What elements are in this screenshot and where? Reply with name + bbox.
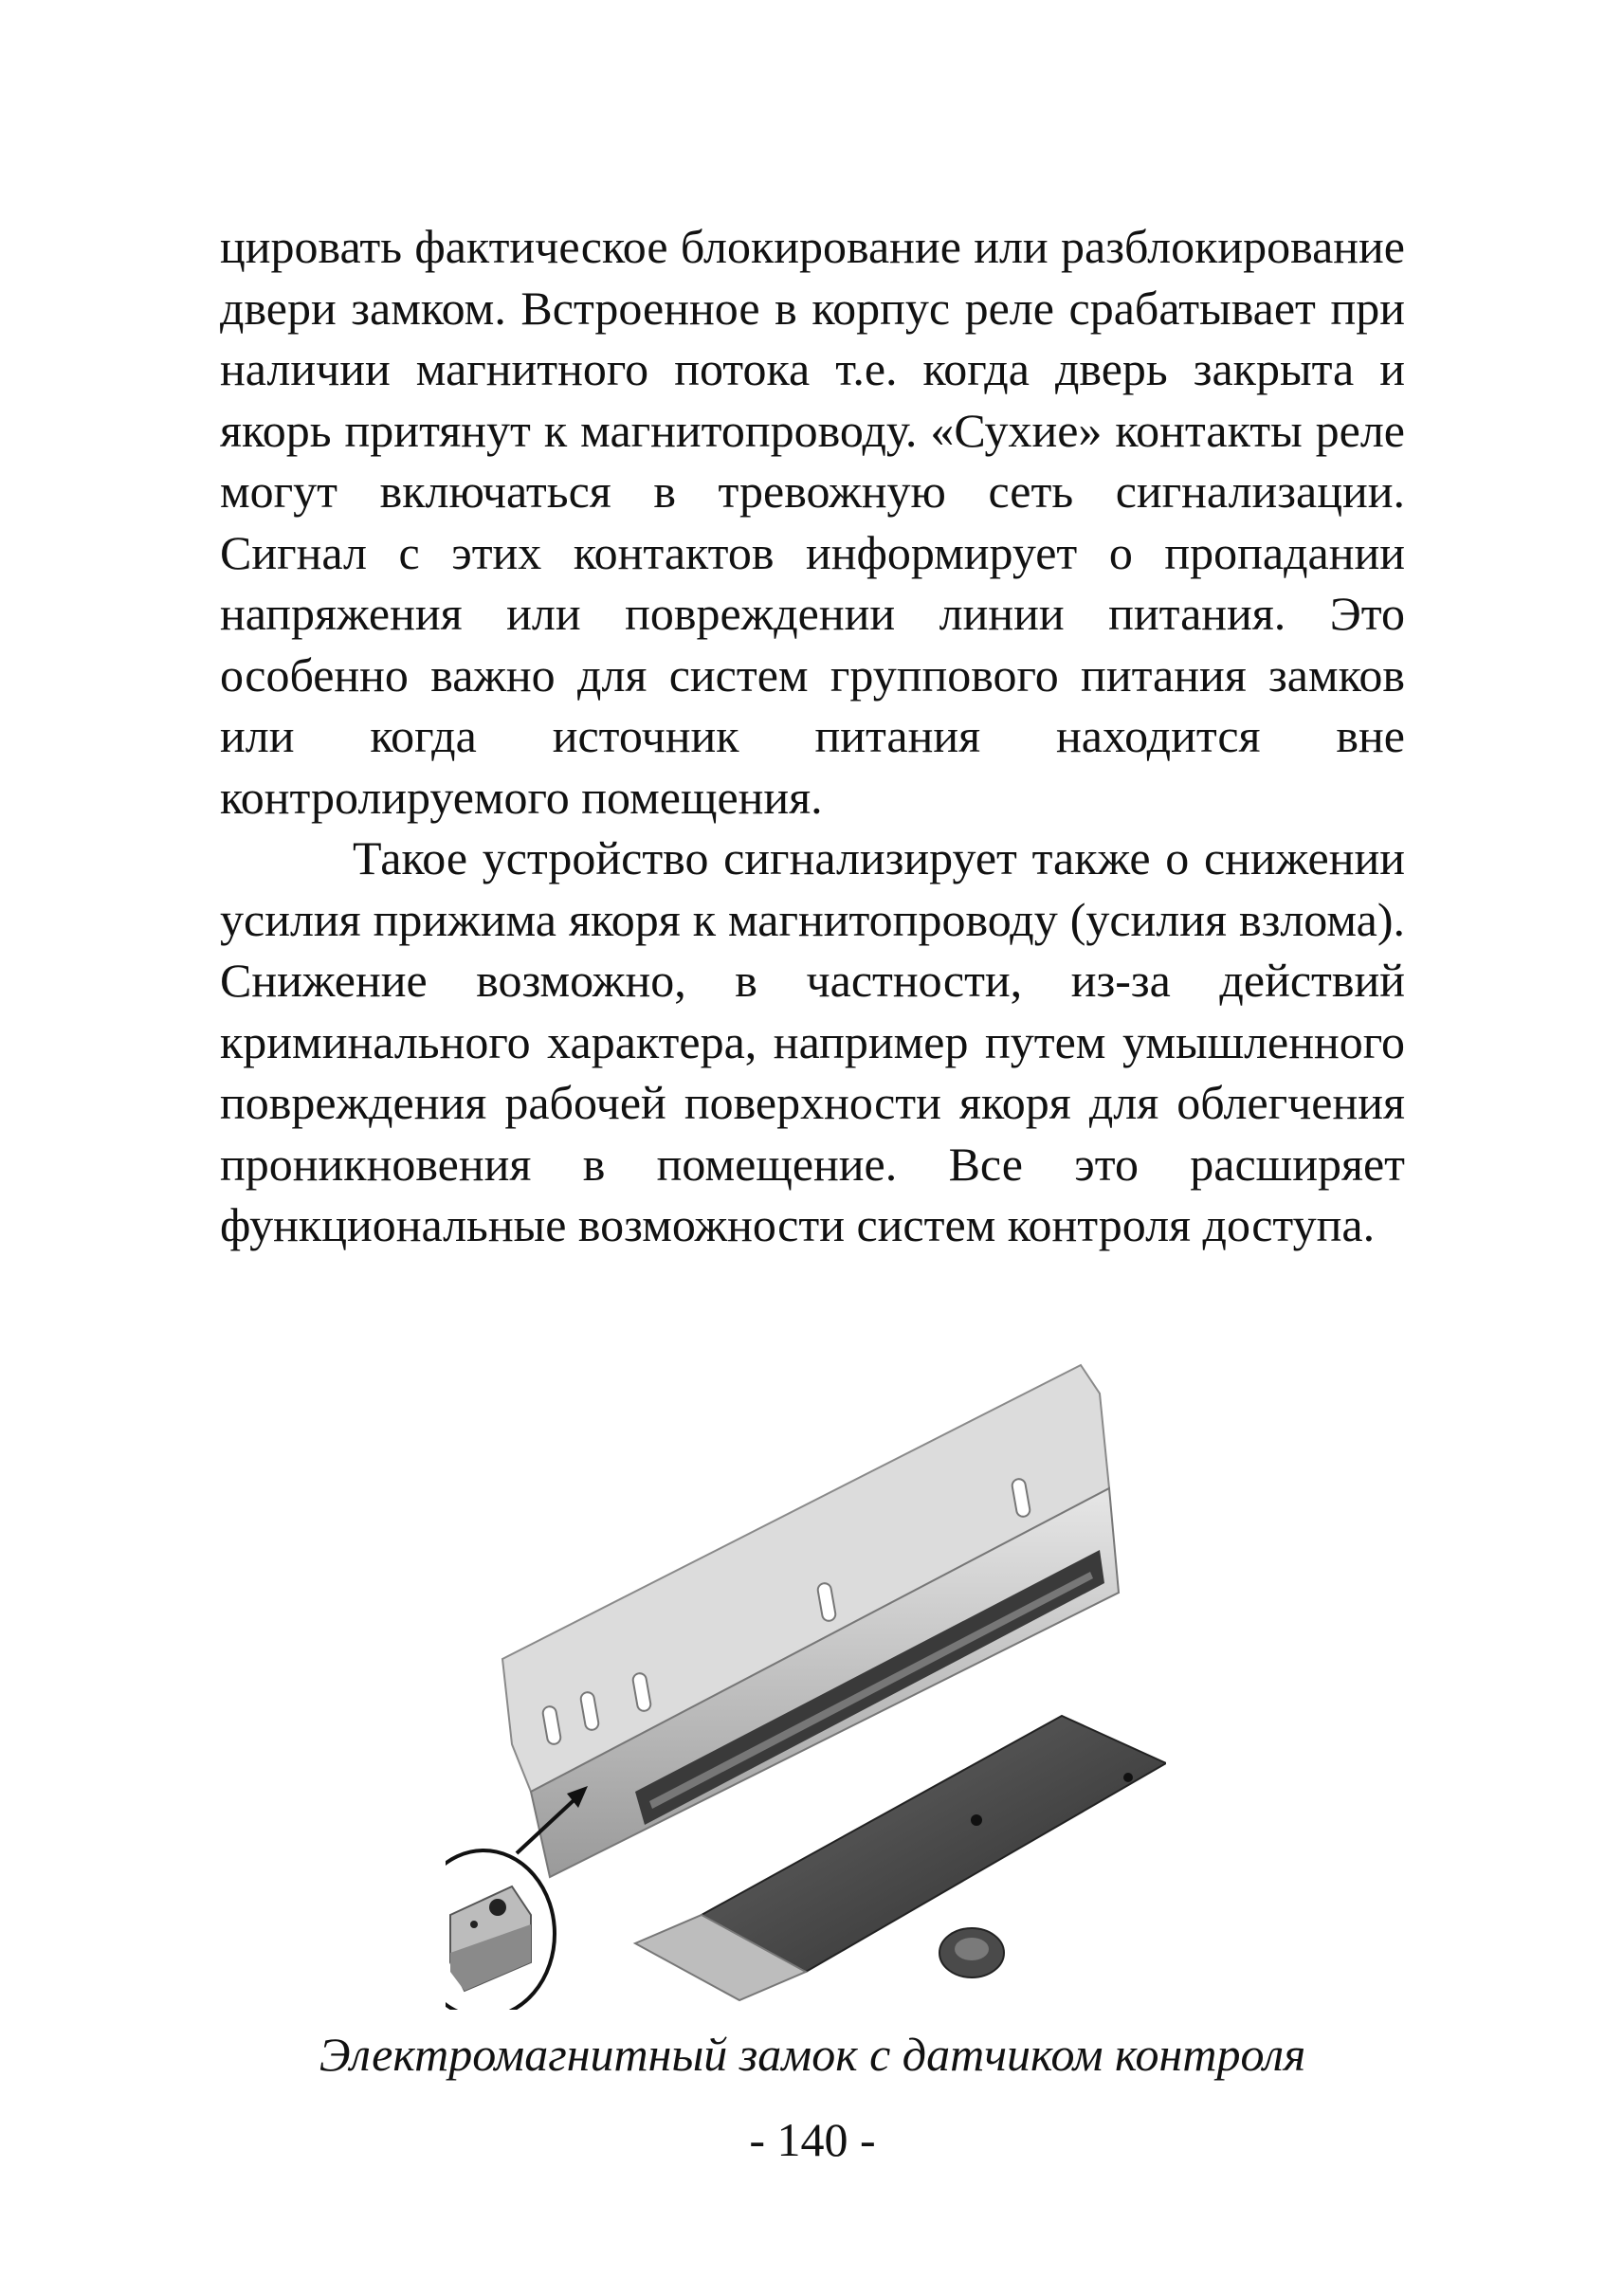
lock-photo [446, 1346, 1166, 2010]
paragraph-2: Такое устройство сигнализирует также о снижении усилия прижима якоря к магнитопроводу (усилия взлома). Снижение возможно, в частности, из-за действий криминального характера, например путем умышленного повреждения рабочей поверхности якоря для облегчения проникновения в помещение. Все это расширяет функциональные возможности систем контроля доступа. [220, 831, 1405, 1251]
paragraph-1: цировать фактическое блокирование или разблокирование двери замком. Встроенное в корпус реле срабатывает при наличии магнитного потока т.е. когда дверь закрыта и якорь притянут к магнитопроводу. «Сухие» контакты реле могут включаться в тревожную сеть сигнализации. Сигнал с этих контактов информирует о пропадании напряжения или повреждении линии питания. Это особенно важно для систем группового питания замков или когда источник питания находится вне контролируемого помещения. [220, 220, 1405, 824]
electromagnetic-lock-illustration [446, 1346, 1166, 2010]
figure-caption: Электромагнитный замок с датчиком контроля [319, 2028, 1306, 2081]
body-text [220, 216, 1405, 1256]
page-number: - 140 - [749, 2113, 876, 2166]
